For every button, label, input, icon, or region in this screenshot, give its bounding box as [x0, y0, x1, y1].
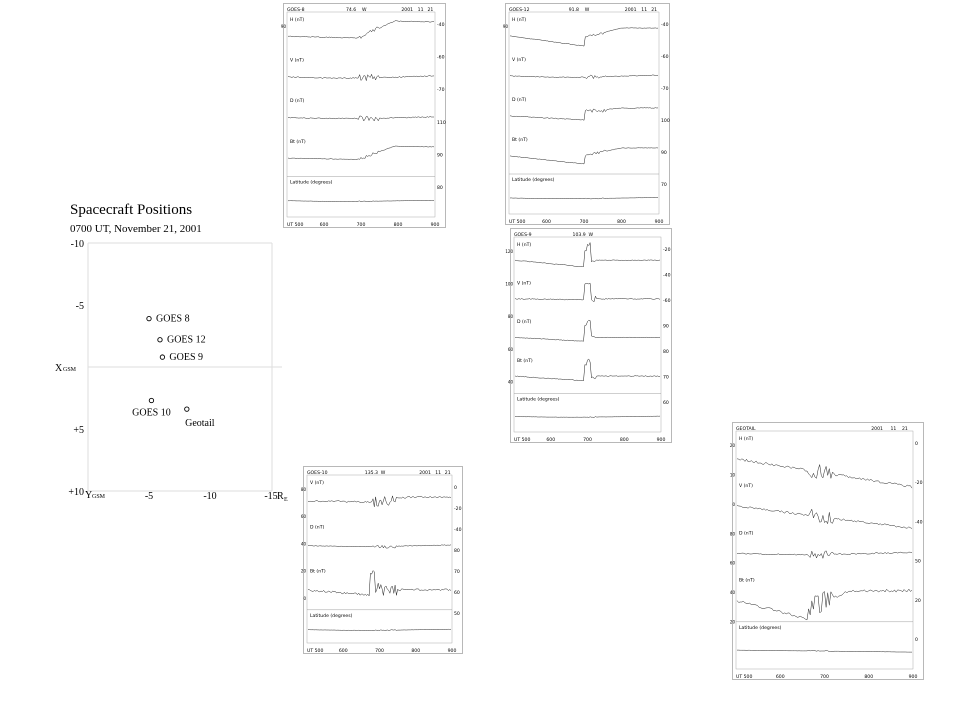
goes-10-x-tick: 900: [447, 649, 457, 654]
goes-9-right-tick: -60: [663, 299, 671, 304]
goes-12-right-tick: 100: [661, 119, 670, 124]
goes-8-date-part: 21: [427, 8, 434, 13]
goes-10-right-tick: 50: [454, 612, 460, 617]
goes-10-trace-3: [308, 629, 451, 631]
x-tick-label: -15: [264, 491, 278, 502]
goes-9-longitude-dir: W: [588, 233, 594, 238]
y-axis-label-subscript: GSM: [92, 494, 106, 500]
goes-9-right-tick: -20: [663, 248, 671, 253]
goes-8-longitude: 74.6: [345, 8, 357, 13]
y-axis-label: Y: [85, 490, 93, 501]
goes-12-panel-label: Latitude (degrees): [512, 178, 555, 183]
goes-12-magnetometer-chart: [502, 3, 670, 225]
goes-8-trace-4: [288, 200, 434, 201]
goes-8-right-tick: 90: [437, 153, 443, 159]
goes-8-right-tick: -40: [437, 23, 445, 28]
goes-9-right-tick: 60: [663, 401, 669, 406]
goes-9-left-tick: 100: [505, 281, 513, 287]
goes-9-right-tick: 90: [663, 324, 669, 330]
geotail-right-tick: -20: [915, 481, 923, 487]
goes-9-x-tick: 800: [619, 438, 629, 443]
goes-10-right-tick: 70: [454, 570, 460, 575]
goes-9-left-tick: 40: [507, 379, 513, 385]
goes-12-x-tick: UT 500: [509, 220, 526, 225]
y-tick-label: +5: [73, 425, 84, 436]
geotail-right-tick: -40: [915, 520, 923, 526]
geotail-left-tick: 20: [729, 443, 735, 448]
goes-10-x-tick: 700: [375, 649, 384, 654]
geotail-trace-0: [737, 459, 912, 488]
geotail-date-part: 21: [901, 427, 908, 432]
geotail-trace-4: [737, 650, 912, 652]
goes-10-trace-0: [308, 496, 451, 507]
geotail-trace-3: [737, 589, 912, 620]
goes-8-name: GOES-8: [287, 8, 305, 13]
goes-8-right-tick: -70: [437, 88, 445, 94]
goes-10-x-tick: UT 500: [307, 649, 324, 654]
goes-8-x-tick: 700: [356, 223, 366, 228]
goes-12-x-tick: 900: [654, 220, 664, 225]
goes-9-right-tick: -40: [663, 273, 671, 279]
goes-12-x-tick: 800: [617, 220, 626, 225]
goes-12-right-tick: -40: [661, 23, 669, 28]
point-goes-10: [149, 398, 153, 402]
goes-9-panel-label: H (nT): [517, 243, 532, 248]
goes-12-panel-label: V (nT): [512, 58, 526, 63]
goes-10-left-tick: 80: [300, 487, 306, 492]
point-geotail: [185, 407, 189, 411]
geotail-x-tick: 800: [864, 675, 874, 680]
goes-10-right-tick: -40: [454, 528, 462, 533]
goes-12-trace-4: [510, 198, 658, 199]
goes-10-name: GOES-10: [307, 471, 328, 476]
goes-10-magnetometer-chart: [300, 466, 463, 654]
goes-10-trace-1: [308, 545, 451, 548]
goes-8-x-tick: UT 500: [287, 223, 304, 228]
geotail-panel-label: Latitude (degrees): [739, 625, 782, 631]
geotail-right-tick: 0: [915, 442, 918, 447]
geotail-right-tick: 0: [915, 638, 918, 643]
point-label-goes-12: GOES 12: [166, 334, 206, 346]
goes-9-panel-label: Bt (nT): [517, 358, 533, 364]
goes-10-right-tick: 0: [454, 486, 457, 491]
goes-9-x-tick: 700: [583, 438, 592, 443]
goes-10-x-tick: 800: [411, 649, 421, 654]
point-label-goes-9: GOES 9: [169, 352, 204, 364]
geotail-x-tick: 900: [908, 675, 918, 680]
goes-9-right-tick: 80: [663, 350, 669, 355]
x-tick-label: -10: [203, 491, 217, 502]
goes-8-panel-label: H (nT): [290, 18, 305, 23]
goes-12-panel-label: H (nT): [512, 18, 527, 23]
goes-12-trace-1: [510, 75, 658, 79]
point-goes-9: [160, 355, 164, 359]
point-label-goes-10: GOES 10: [132, 407, 171, 419]
goes-10-left-tick: 60: [300, 514, 306, 520]
goes-8-panel-label: V (nT): [290, 58, 304, 64]
goes-8-frame: [287, 12, 435, 217]
goes-12-right-tick: -70: [661, 87, 669, 92]
goes-8-longitude-dir: W: [361, 8, 367, 13]
goes-10-right-tick: -20: [454, 507, 462, 512]
goes-12-date-part: 21: [651, 8, 658, 13]
geotail-left-tick: 40: [729, 590, 735, 596]
geotail-trace-2: [737, 551, 912, 559]
goes-8-date-part: 11: [417, 8, 424, 13]
goes-12-trace-2: [510, 108, 658, 121]
chart-subtitle: 0700 UT, November 21, 2001: [70, 223, 202, 235]
geotail-x-tick: UT 500: [736, 675, 753, 680]
geotail-panel-label: Bt (nT): [739, 578, 755, 584]
geotail-right-tick: 50: [915, 559, 921, 565]
goes-12-right-tick: 90: [661, 151, 667, 156]
goes-9-x-tick: 900: [656, 438, 666, 443]
x-axis-label-subscript: GSM: [63, 367, 77, 373]
goes-8-left-tick: 90: [280, 24, 286, 29]
goes-12-right-tick: -60: [661, 55, 669, 60]
goes-12-panel-label: Bt (nT): [512, 138, 528, 143]
goes-12-trace-0: [510, 28, 658, 46]
goes-12-date-part: 11: [641, 8, 648, 13]
goes-12-date-part: 2001: [624, 8, 637, 13]
goes-12-x-tick: 700: [579, 220, 589, 225]
goes-10-longitude: 135.3: [364, 471, 378, 476]
goes-10-date-part: 11: [435, 471, 442, 476]
point-goes-12: [158, 338, 162, 342]
goes-8-panel-label: Latitude (degrees): [290, 180, 333, 186]
geotail-magnetometer-chart: [729, 422, 924, 680]
goes-10-panel-label: Bt (nT): [310, 569, 326, 575]
goes-10-trace-2: [308, 571, 451, 596]
goes-9-panel-label: D (nT): [517, 320, 532, 326]
goes-9-right-tick: 70: [663, 375, 669, 381]
goes-12-frame: [509, 12, 659, 214]
goes-8-panel-label: D (nT): [290, 99, 305, 105]
y-tick-label: -5: [75, 301, 84, 312]
goes-8-trace-1: [288, 74, 434, 80]
goes-9-trace-1: [515, 283, 660, 301]
geotail-left-tick: 20: [729, 619, 735, 625]
goes-12-trace-3: [510, 148, 658, 164]
goes-10-longitude-dir: W: [380, 471, 386, 476]
goes-12-x-tick: 600: [542, 220, 551, 225]
goes-9-trace-4: [515, 416, 660, 417]
goes-9-x-tick: UT 500: [514, 438, 531, 443]
goes-9-name: GOES-9: [514, 233, 532, 238]
geotail-date-part: 11: [890, 427, 897, 432]
goes-12-left-tick: 90: [502, 24, 508, 29]
goes-12-name: GOES-12: [509, 8, 530, 13]
goes-9-trace-3: [515, 359, 660, 381]
unit-label-subscript: E: [284, 497, 288, 503]
geotail-right-tick: 20: [915, 598, 921, 604]
goes-10-panel-label: Latitude (degrees): [310, 613, 353, 619]
goes-9-longitude: 103.9: [572, 233, 586, 238]
goes-9-x-tick: 600: [546, 438, 556, 443]
goes-8-right-tick: 110: [437, 120, 446, 126]
geotail-left-tick: 60: [729, 560, 735, 566]
goes-12-right-tick: 70: [661, 183, 667, 188]
goes-10-x-tick: 600: [338, 649, 348, 654]
point-goes-8: [147, 316, 151, 320]
goes-9-frame: [514, 237, 661, 432]
goes-8-x-tick: 800: [393, 223, 403, 228]
point-label-goes-8: GOES 8: [156, 313, 190, 325]
geotail-panel-label: D (nT): [739, 531, 754, 537]
goes-8-panel-label: Bt (nT): [290, 139, 306, 145]
goes-8-date-part: 2001: [401, 8, 414, 13]
goes-9-trace-2: [515, 320, 660, 341]
geotail-name: GEOTAIL: [736, 427, 756, 432]
geotail-trace-1: [737, 505, 912, 528]
y-tick-label: -10: [70, 239, 84, 250]
goes-9-left-tick: 120: [505, 249, 513, 254]
goes-9-left-tick: 80: [507, 314, 513, 320]
goes-8-magnetometer-chart: [280, 3, 446, 228]
goes-10-left-tick: 40: [300, 541, 306, 547]
geotail-date-part: 2001: [871, 427, 883, 432]
geotail-left-tick: 0: [732, 501, 735, 507]
goes-9-panel-label: V (nT): [517, 281, 531, 287]
goes-9-trace-0: [515, 243, 660, 267]
geotail-x-tick: 700: [820, 675, 829, 680]
chart-title: Spacecraft Positions: [70, 202, 193, 218]
goes-8-x-tick: 600: [319, 223, 329, 228]
goes-9-magnetometer-chart: [505, 228, 672, 443]
goes-10-left-tick: 0: [303, 595, 306, 601]
geotail-x-tick: 600: [775, 675, 785, 680]
geotail-frame: [736, 431, 913, 669]
goes-10-right-tick: 60: [454, 591, 460, 596]
goes-8-right-tick: 80: [437, 186, 443, 191]
goes-8-trace-3: [288, 146, 434, 160]
goes-10-panel-label: D (nT): [310, 525, 325, 531]
goes-8-trace-2: [288, 116, 434, 121]
geotail-left-tick: 10: [729, 472, 735, 478]
geotail-panel-label: H (nT): [739, 437, 754, 442]
goes-10-date-part: 2001: [419, 471, 431, 476]
y-tick-label: +10: [68, 487, 84, 498]
geotail-panel-label: V (nT): [739, 484, 753, 490]
goes-8-trace-0: [288, 21, 434, 39]
goes-12-panel-label: D (nT): [512, 98, 527, 103]
goes-8-right-tick: -60: [437, 55, 445, 61]
goes-10-panel-label: V (nT): [310, 481, 324, 486]
goes-9-panel-label: Latitude (degrees): [517, 397, 560, 403]
goes-9-left-tick: 60: [507, 346, 513, 352]
unit-label: R: [277, 491, 284, 502]
goes-10-date-part: 21: [444, 471, 451, 476]
goes-12-longitude-dir: W: [584, 8, 590, 13]
goes-10-right-tick: 80: [454, 549, 460, 554]
geotail-left-tick: 80: [729, 531, 735, 537]
x-tick-label: -5: [144, 491, 154, 502]
goes-8-x-tick: 900: [430, 223, 440, 228]
x-axis-label: X: [55, 363, 63, 374]
goes-10-left-tick: 20: [300, 568, 306, 574]
point-label-geotail: Geotail: [185, 418, 215, 430]
goes-12-longitude: 91.8: [568, 8, 579, 13]
